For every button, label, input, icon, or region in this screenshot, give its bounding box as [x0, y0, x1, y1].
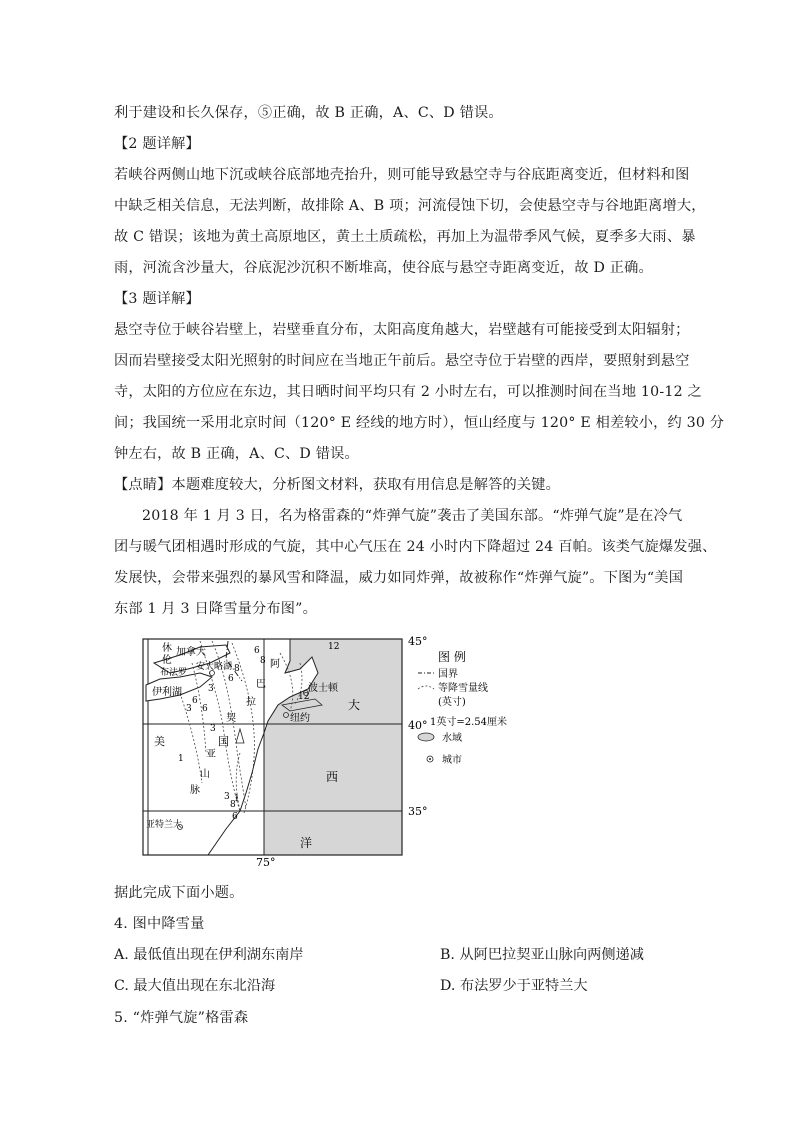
- question-4-option-d: D. 布法罗少于亚特兰大: [440, 978, 588, 994]
- contour-value: 8: [260, 656, 266, 666]
- label-ocean-3: 洋: [300, 836, 313, 850]
- label-appalachian-5: 亚: [206, 749, 216, 760]
- paragraph-line: 寺，太阳的方位应在东边，其日晒时间平均只有 2 小时左右，可以推测时间在当地 10-12 之: [114, 384, 702, 400]
- legend-city: 城市: [442, 755, 462, 766]
- contour-value: 8: [234, 664, 240, 674]
- paragraph-line: 钟左右，故 B 正确，A、C、D 错误。: [114, 446, 359, 462]
- material-paragraph: 发展快，会带来强烈的暴风雪和降温，威力如同炸弹，故被称作“炸弹气旋”。下图为“美国: [114, 570, 684, 586]
- lat-label-40: 40°: [408, 719, 428, 732]
- contour-value: 6: [202, 704, 208, 714]
- question-4-option-b: B. 从阿巴拉契亚山脉向两侧递减: [440, 947, 644, 963]
- paragraph-line: 利于建设和长久保存，⑤正确，故 B 正确，A、C、D 错误。: [114, 105, 503, 121]
- question-5-stem: 5. “炸弹气旋”格雷森: [114, 1010, 249, 1026]
- paragraph-line: 故 C 错误；该地为黄土高原地区，黄土土质疏松，再加上为温带季风气候，夏季多大雨、暴: [114, 229, 696, 245]
- question-4-stem: 4. 图中降雪量: [114, 916, 205, 932]
- instruction-text: 据此完成下面小题。: [114, 885, 244, 901]
- material-paragraph: 2018 年 1 月 3 日，名为格雷森的“炸弹气旋”袭击了美国东部。“炸弹气旋”是在冷气: [142, 508, 683, 524]
- contour-value: 3: [208, 684, 214, 694]
- contour-value: 1: [178, 754, 184, 764]
- legend-water: 水域: [442, 733, 462, 744]
- contour-value: 6: [232, 812, 238, 822]
- section-heading-q3: 【3 题详解】: [114, 291, 200, 307]
- paragraph-line: 雨，河流含沙量大，谷底泥沙沉积不断堆高，使谷底与悬空寺距离变近，故 D 正确。: [114, 260, 653, 276]
- paragraph-line: 间；我国统一采用北京时间（120° E 经线的地方时），恒山经度与 120° E 相差较小，约 30 分: [114, 415, 725, 431]
- city-legend-icon-dot: [429, 758, 431, 760]
- label-appalachian-6: 山: [200, 769, 210, 780]
- key-point-note: 【点睛】本题难度较大，分析图文材料，获取有用信息是解答的关键。: [114, 477, 561, 493]
- water-legend-icon: [418, 733, 434, 741]
- material-paragraph: 东部 1 月 3 日降雪量分布图”。: [114, 601, 318, 617]
- legend-unit: (英寸): [438, 697, 466, 708]
- question-4-option-a: A. 最低值出现在伊利湖东南岸: [114, 947, 304, 963]
- paragraph-line: 因而岩壁接受太阳光照射的时间应在当地正午前后。悬空寺位于岩壁的西岸，要照射到悬空: [114, 353, 690, 369]
- lat-label-35: 35°: [408, 805, 428, 818]
- label-boston: 波士顿: [308, 683, 338, 694]
- contour-value: 3: [186, 704, 192, 714]
- lat-label-45: 45°: [408, 635, 428, 648]
- contour-value: 3: [210, 724, 216, 734]
- label-appalachian-3: 拉: [246, 697, 256, 708]
- contour-value: 12: [298, 692, 310, 702]
- contour-value: 3: [224, 792, 230, 802]
- label-usa-2: 国: [218, 735, 229, 748]
- legend-title: 图 例: [438, 650, 466, 664]
- atlantic-ocean-area: [264, 723, 402, 855]
- label-appalachian-2: 巴: [256, 679, 266, 690]
- label-appalachian-7: 脉: [190, 785, 200, 796]
- label-canada: 加拿大: [176, 647, 206, 658]
- snowfall-map: [140, 633, 510, 873]
- legend-conversion: 1英寸=2.54厘米: [430, 717, 508, 728]
- label-appalachian-1: 阿: [270, 659, 280, 670]
- map-legend: [418, 649, 507, 766]
- legend-isoline: 等降雪量线: [438, 683, 488, 694]
- label-lake-ontario: 安大略湖: [196, 662, 233, 672]
- label-huron-1: 休: [162, 643, 172, 654]
- label-ocean-2: 西: [326, 770, 339, 784]
- contour-value: 6: [254, 646, 260, 656]
- isoline-legend-icon: [418, 686, 434, 689]
- question-4-option-c: C. 最大值出现在东北沿海: [114, 978, 276, 994]
- label-ocean-1: 大: [348, 698, 361, 712]
- label-huron-2: 伦: [162, 655, 172, 666]
- label-appalachian-4: 契: [226, 713, 236, 724]
- contour-value: 8: [230, 800, 236, 810]
- section-heading-q2: 【2 题详解】: [114, 136, 200, 152]
- contour-value: 1: [234, 794, 240, 804]
- contour-value: 12: [328, 642, 340, 652]
- label-usa-1: 美: [154, 735, 165, 748]
- contour-value: 6: [228, 674, 234, 684]
- label-lake-erie: 伊利湖: [152, 687, 182, 698]
- material-paragraph: 团与暖气团相遇时形成的气旋，其中心气压在 24 小时内下降超过 24 百帕。该类气旋爆发强、: [114, 539, 717, 555]
- legend-border: 国界: [438, 669, 458, 680]
- lon-label-75: 75°: [256, 856, 276, 869]
- label-buffalo: 布法罗: [160, 668, 188, 678]
- label-atlanta: 亚特兰大: [146, 820, 183, 830]
- paragraph-line: 悬空寺位于峡谷岩壁上，岩壁垂直分布，太阳高度角越大，岩壁越有可能接受到太阳辐射；: [114, 322, 690, 338]
- label-new-york: 纽约: [290, 713, 310, 724]
- paragraph-line: 中缺乏相关信息，无法判断，故排除 A、B 项；河流侵蚀下切，会使悬空寺与谷地距离增大，: [114, 198, 706, 214]
- contour-value: 6: [192, 696, 198, 706]
- paragraph-line: 若峡谷两侧山地下沉或峡谷底部地壳抬升，则可能导致悬空寺与谷底距离变近，但材料和图: [114, 167, 690, 183]
